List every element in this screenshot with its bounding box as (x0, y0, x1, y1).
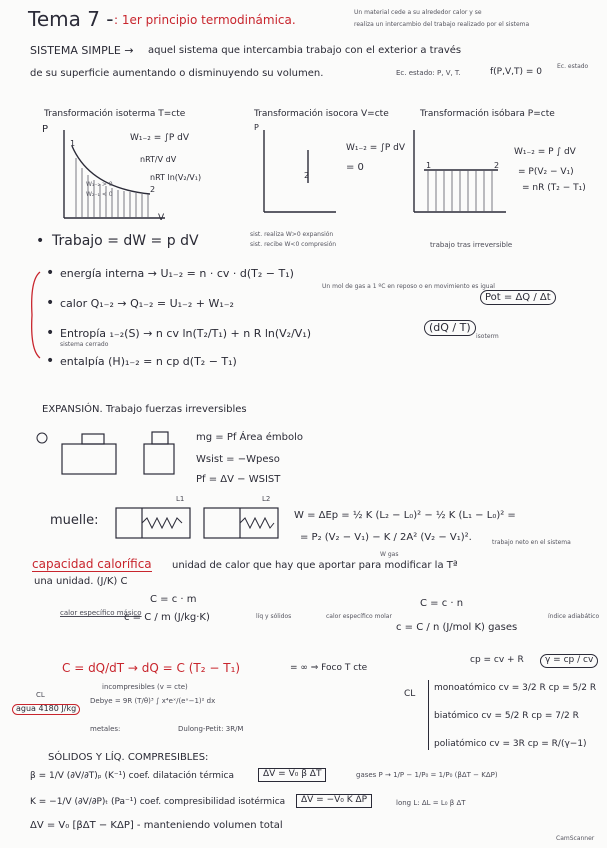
kappa-eq: K = −1/V (∂V/∂P)ₜ (Pa⁻¹) coef. compresibilidad isotérmica (30, 797, 286, 807)
trabajo-note-2: sist. recibe W<0 compresión (250, 241, 337, 248)
page-subtitle: : 1er principio termodinámica. (114, 13, 296, 27)
exp-eq-1: mg = Pf Área émbolo (196, 432, 304, 443)
ec-estado-sup: Ec. estado (557, 63, 589, 70)
g1-area-2: W₂₋₁ < 0 (86, 191, 113, 198)
molar-label: calor específico molar (326, 613, 392, 620)
graph-isocora-title: Transformación isocora V=cte (254, 109, 389, 119)
entropia-frac: (dQ / T) (424, 320, 476, 336)
graph-isocora (258, 128, 338, 218)
muelle-note: trabajo neto en el sistema (492, 539, 571, 546)
page-title: Tema 7 - (28, 7, 114, 31)
dulong: Dulong-Petit: 3R/M (178, 725, 244, 733)
g3-pt2: 2 (494, 161, 500, 170)
trabajo-note-3: trabajo tras irreversible (430, 241, 513, 249)
cesp-eq: c = C / m (J/kg·K) (124, 612, 210, 623)
cl-bracket (428, 680, 429, 750)
foco: = ∞ ⇒ Foco T cte (290, 663, 368, 673)
red-bracket (28, 270, 44, 360)
molar-eq: C = c · n (420, 598, 464, 609)
g2-axis-p: P (254, 123, 259, 132)
biatomico: biatómico cv = 5/2 R cp = 7/2 R (434, 711, 579, 721)
sistema-line-1: aquel sistema que intercambia trabajo con el exterior a través (148, 45, 462, 56)
g3-pt1: 1 (426, 161, 432, 170)
main-c-eq: C = dQ/dT → dQ = C (T₂ − T₁) (62, 661, 241, 675)
exp-eq-2: Wsist = −Wpeso (196, 454, 280, 465)
bullet-calor: • (46, 295, 55, 311)
solidos-title: SÓLIDOS Y LÍQ. COMPRESIBLES: (48, 752, 209, 763)
gases-eq: gases P → 1/P − 1/P₀ = 1/P₀ (βΔT − KΔP) (356, 771, 498, 779)
capacidad-title: capacidad calorífica (32, 557, 152, 571)
energia-note: Un mol de gas a 1 ºC en reposo o en movimiento es igual (322, 283, 495, 290)
agua-box: agua 4180 J/kg (12, 704, 80, 715)
bullet-energia: • (46, 265, 55, 281)
header-note-1: Un material cede a su alrededor calor y se (354, 9, 482, 16)
muelle-l2: L2 (262, 495, 271, 503)
g3-eq-3: = nR (T₂ − T₁) (522, 183, 586, 193)
solidos-eq: Debye = 9R (T/θ)³ ∫ x⁴eˣ/(eˣ−1)² dx (90, 697, 216, 705)
g1-eq-3: nRT ln(V₂/V₁) (150, 173, 202, 182)
muelle-diagram (112, 496, 282, 546)
entropia-side: isoterm (476, 333, 499, 340)
prop-energia: energía interna → U₁₋₂ = n · cv · d(T₂ − T₁) (60, 267, 294, 280)
entropia-note: sistema cerrado (60, 341, 109, 348)
g3-eq-1: W₁₋₂ = P ∫ dV (514, 147, 576, 157)
beta-eq: β = 1/V (∂V/∂T)ₚ (K⁻¹) coef. dilatación térmica (30, 771, 235, 781)
indice-label: índice adiabático (548, 613, 600, 620)
prop-entalpia: entalpía (H)₁₋₂ = n cp d(T₂ − T₁) (60, 355, 237, 368)
prop-trabajo: Trabajo = dW = p dV (52, 233, 199, 249)
monoatomico: monoatómico cv = 3/2 R cp = 5/2 R (434, 683, 597, 693)
sistema-line-2: de su superficie aumentando o disminuyendo su volumen. (30, 68, 324, 79)
kappa-box: ΔV = −V₀ K ΔP (296, 794, 372, 808)
bullet-entropia: • (46, 325, 55, 341)
pot-box: Pot = ΔQ / Δt (480, 290, 556, 305)
cl-label-right: CL (404, 689, 416, 699)
graph-isoterma-title: Transformación isoterma T=cte (44, 109, 186, 119)
g1-area-1: W₁₋₂ > 0 (86, 181, 113, 188)
g1-axis-p: P (42, 124, 49, 135)
poliatomico: poliatómico cv = 3R cp = R/(γ−1) (434, 739, 587, 749)
capacidad-text: unidad de calor que hay que aportar para modificar la Tª (172, 560, 458, 571)
ec-estado: Ec. estado: P, V, T. (396, 69, 461, 77)
graph-isobara-title: Transformación isóbara P=cte (420, 109, 555, 119)
g2-eq-2: = 0 (346, 162, 364, 173)
muelle-eq-1: W = ΔEp = ½ K (L₂ − L₀)² − ½ K (L₁ − L₀)² = (294, 510, 516, 521)
muelle-side-note: W gas (380, 551, 399, 558)
g1-pt1: 1 (70, 139, 76, 148)
g3-eq-2: = P(V₂ − V₁) (518, 167, 574, 177)
expansion-title: EXPANSIÓN. Trabajo fuerzas irreversibles (42, 404, 247, 415)
ec-estado-f: f(P,V,T) = 0 (490, 67, 542, 77)
bullet-trabajo: • (36, 233, 45, 249)
prop-calor: calor Q₁₋₂ → Q₁₋₂ = U₁₋₂ + W₁₋₂ (60, 297, 234, 310)
header-note-2: realiza un intercambio del trabajo realizado por el sistema (354, 21, 530, 28)
beta-box: ΔV = V₀ β ΔT (258, 768, 326, 782)
g2-eq-1: W₁₋₂ = ∫P dV (346, 143, 405, 153)
g1-eq-1: W₁₋₂ = ∫P dV (130, 133, 189, 143)
piston-diagram (34, 430, 184, 480)
final-eq: ΔV = V₀ [βΔT − KΔP] - manteniendo volumen total (30, 820, 283, 831)
muelle-l1: L1 (176, 495, 185, 503)
sistema-label: SISTEMA SIMPLE → (30, 44, 134, 57)
cp-eq: cp = cv + R (470, 655, 524, 665)
c-eq: C = c · m (150, 594, 197, 605)
muelle-eq-2: = P₂ (V₂ − V₁) − K / 2A² (V₂ − V₁)². (300, 532, 472, 543)
gamma-box: γ = cp / cv (540, 654, 598, 668)
cesp-label: calor específico másico (60, 609, 142, 617)
g1-pt2: 2 (150, 185, 156, 194)
cl-label-left: CL (36, 691, 45, 699)
trabajo-note-1: sist. realiza W>0 expansión (250, 231, 334, 238)
metales-label: metales: (90, 725, 121, 733)
muelle-label: muelle: (50, 513, 99, 528)
incompresibles: incompresibles (v = cte) (102, 683, 188, 691)
g1-axis-v: V (158, 213, 165, 223)
g1-eq-2: nRT/V dV (140, 155, 177, 164)
prop-entropia: Entropía ₁₋₂(S) → n cv ln(T₂/T₁) + n R ln(V₂/V₁) (60, 327, 312, 340)
bullet-entalpia: • (46, 353, 55, 369)
liq-solidos: líq y sólidos (256, 613, 292, 620)
molar-eq-2: c = C / n (J/mol K) gases (396, 622, 518, 633)
watermark: CamScanner (556, 835, 595, 842)
g2-pt2: 2 (304, 171, 310, 180)
exp-eq-3: Pf = ΔV − WSIST (196, 474, 281, 485)
graph-isobara (408, 128, 508, 218)
capacidad-text-2: una unidad. (J/K) C (34, 576, 128, 587)
long-eq: long L: ΔL = L₀ β ΔT (396, 799, 466, 807)
